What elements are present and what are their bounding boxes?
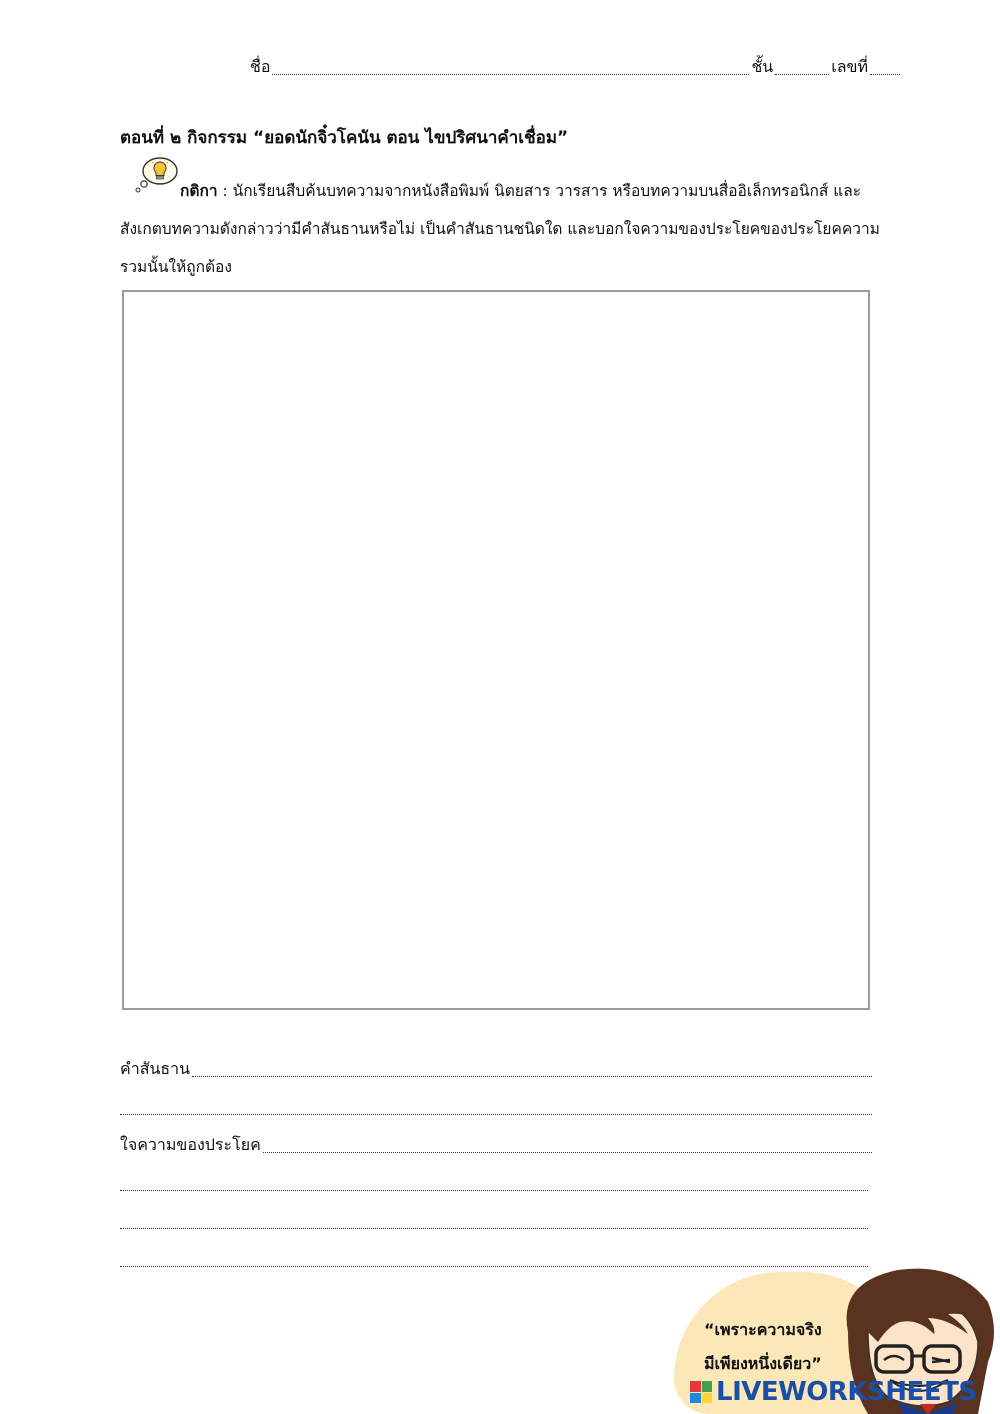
liveworksheets-brand xyxy=(690,1374,990,1410)
number-label: เลขที่ xyxy=(831,57,868,76)
answer-line xyxy=(120,1210,868,1234)
conjunction-field-2[interactable] xyxy=(120,1114,872,1115)
meaning-field-3[interactable] xyxy=(120,1228,868,1229)
meaning-label: ใจความของประโยค xyxy=(120,1135,261,1154)
answer-line xyxy=(120,1172,868,1196)
quote-line-2: มีเพียงหนึ่งเดียว” xyxy=(704,1354,822,1373)
student-info-line xyxy=(250,56,902,80)
quote-line-1: “เพราะความจริง xyxy=(704,1320,822,1339)
instructions xyxy=(120,172,880,286)
name-label: ชื่อ xyxy=(250,57,271,76)
answer-line xyxy=(120,1096,872,1120)
conjunction-line xyxy=(120,1058,872,1082)
name-field[interactable] xyxy=(272,74,749,75)
section-title: ตอนที่ ๒ กิจกรรม “ยอดนักจิ๋วโคนัน ตอน ไขปริศนาคำเชื่อม” xyxy=(120,128,569,148)
conjunction-label: คำสันธาน xyxy=(120,1059,191,1078)
brand-name: LIVEWORKSHEETS xyxy=(716,1377,977,1407)
meaning-field-4[interactable] xyxy=(120,1266,868,1267)
instructions-label: กติกา xyxy=(180,182,218,200)
article-answer-box[interactable] xyxy=(122,290,870,1010)
conjunction-field[interactable] xyxy=(192,1076,872,1077)
liveworksheets-logo-icon xyxy=(690,1381,712,1403)
class-field[interactable] xyxy=(775,74,829,75)
number-field[interactable] xyxy=(870,74,900,75)
instructions-text: : นักเรียนสืบค้นบทความจากหนังสือพิมพ์ นิตยสาร วารสาร หรือบทความบนสื่ออิเล็กทรอนิกส์ และสังเกตบทความดังกล่าวว่ามีคำสันธานหรือไม่ เป็นคำสันธานชนิดใด และบอกใจความของประโยคของประโยคความรวมนั้นให้ถูกต้อง xyxy=(120,182,880,276)
meaning-field[interactable] xyxy=(263,1152,872,1153)
class-label: ชั้น xyxy=(751,57,774,76)
meaning-field-2[interactable] xyxy=(120,1190,868,1191)
meaning-line xyxy=(120,1134,872,1158)
answer-line xyxy=(120,1248,868,1272)
